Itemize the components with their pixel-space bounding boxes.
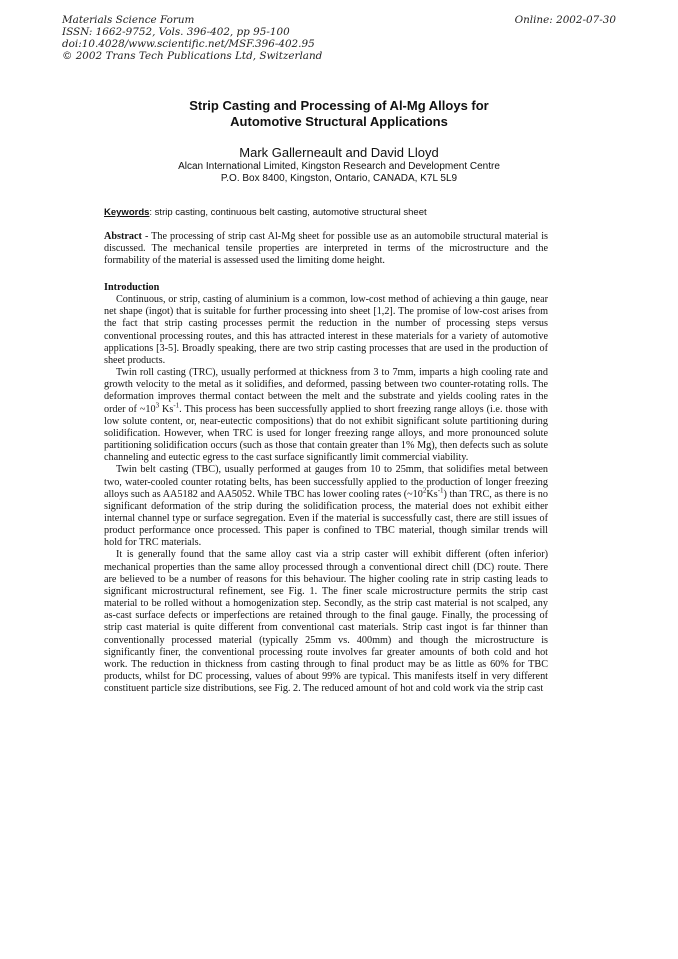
introduction-heading: Introduction [104,282,160,293]
title-line-2: Automotive Structural Applications [230,114,448,129]
paper-title [0,98,678,130]
p3-exponent-2: -1 [437,486,444,495]
journal-header [62,14,322,62]
p2-exponent-1: 3 [155,401,160,410]
affiliation [0,161,678,185]
keywords [104,207,427,218]
affiliation-line-1: Alcan International Limited, Kingston Research and Development Centre [178,161,500,172]
doi-line: doi:10.4028/www.scientific.net/MSF.396-402.95 [62,38,315,50]
journal-name: Materials Science Forum [62,14,195,26]
p2-exponent-2: -1 [173,401,180,410]
affiliation-line-2: P.O. Box 8400, Kingston, Ontario, CANADA, K7L 5L9 [220,173,458,184]
p2-text-a: Twin roll casting (TRC), usually performed at thickness from 3 to 7mm, imparts a high cooling rate and growth velocity to the metal as it solidifies, and deformed, passing between two counter-rotating rolls. The deformation improves thermal contact between the melt and the substrate and yields cooling rates in the order of ~10 [104,367,548,415]
intro-paragraph-2 [104,367,548,464]
p2-text-b: Ks [159,403,174,415]
p3-text-a: Twin belt casting (TBC), usually performed at gauges from 10 to 25mm, that solidifies metal between two, water-cooled counter rotating belts, has been successfully applied to the production of longer freezing alloys such as AA5182 and AA5052. While TBC has lower cooling rates (~10 [104,464,548,500]
authors: Mark Gallerneault and David Lloyd [239,145,439,160]
p3-exponent-1: 2 [422,486,427,495]
online-date: Online: 2002-07-30 [514,14,616,26]
p3-text-c: ) than TRC, as there is no significant deformation of the strip during the solidification process, the material does not exhibit either internal channel type or surface segregation. Even if the material is successfully cast, there are still issues of product performance once processed. This paper is confined to TBC material, though similar trends will hold for TRC materials. [104,488,548,549]
title-line-1: Strip Casting and Processing of Al-Mg Alloys for [189,98,489,113]
keywords-label: Keywords [104,207,150,218]
abstract-text: - The processing of strip cast Al-Mg sheet for possible use as an automobile structural material is discussed. The mechanical tensile properties are interpreted in terms of the microstructure and the formability of the material is assessed used the limiting dome height. [104,231,548,267]
intro-paragraph-1: Continuous, or strip, casting of aluminium is a common, low-cost method of achieving a thin gauge, near net shape (ingot) that is suitable for further processing into sheet [1,2]. The promise of low-cost arises from the fact that strip casting processes permit the reduction in the number of processing steps versus conventional processing routes, and this has attracted interest in these materials for a variety of automotive applications [3-5]. Broadly speaking, there are two strip casting processes that are used in the production of sheet products. [104,294,548,366]
abstract-label: Abstract [104,231,142,242]
p2-text-c: . This process has been successfully applied to short freezing range alloys (i.e. those with low solute content, or, near-eutectic compositions) that do not exhibit significant solute partitioning during solidification. However, when TRC is used for longer freezing range alloys, and more pronounced solute partitioning solidification occurs (such as those that contain greater than 1% Mg), then defects such as solute channeling and eutectic egress to the cast surface significantly limit commercial viability. [104,403,548,464]
copyright-line: © 2002 Trans Tech Publications Ltd, Switzerland [62,50,323,62]
intro-paragraph-4: It is generally found that the same alloy cast via a strip caster will exhibit different (often inferior) mechanical properties than the same alloy processed through a conventional direct chill (DC) route. There are believed to be a number of reasons for this behaviour. The higher cooling rate in strip casting leads to significant microstructural refinement, see Fig. 1. The finer scale microstructure permits the strip cast material to be rolled without a homogenization step. Secondly, as the strip cast material is not scalped, any as-cast surface defects or imperfections are retained through to the final gauge. Finally, the processing of strip cast material is quite different from conventional cast materials. Strip cast ingot is far thinner than conventionally processed material (typically 25mm vs. 400mm) and though the microstructure is significantly finer, the conventional processing route involves far greater amounts of both cold and hot work. The reduction in thickness from casting through to final product may be as little as 60% for TBC products, whilst for DC processing, values of about 99% are typical. This manifests itself in very different constituent particle size distributions, see Fig. 2. The reduced amount of hot and cold work via the strip cast [104,549,548,695]
introduction-section [104,282,548,695]
p3-text-b: Ks [426,488,438,500]
keywords-text: : strip casting, continuous belt casting, automotive structural sheet [149,207,427,218]
abstract [104,231,548,267]
issn-line: ISSN: 1662-9752, Vols. 396-402, pp 95-100 [62,26,290,38]
intro-paragraph-3 [104,464,548,549]
